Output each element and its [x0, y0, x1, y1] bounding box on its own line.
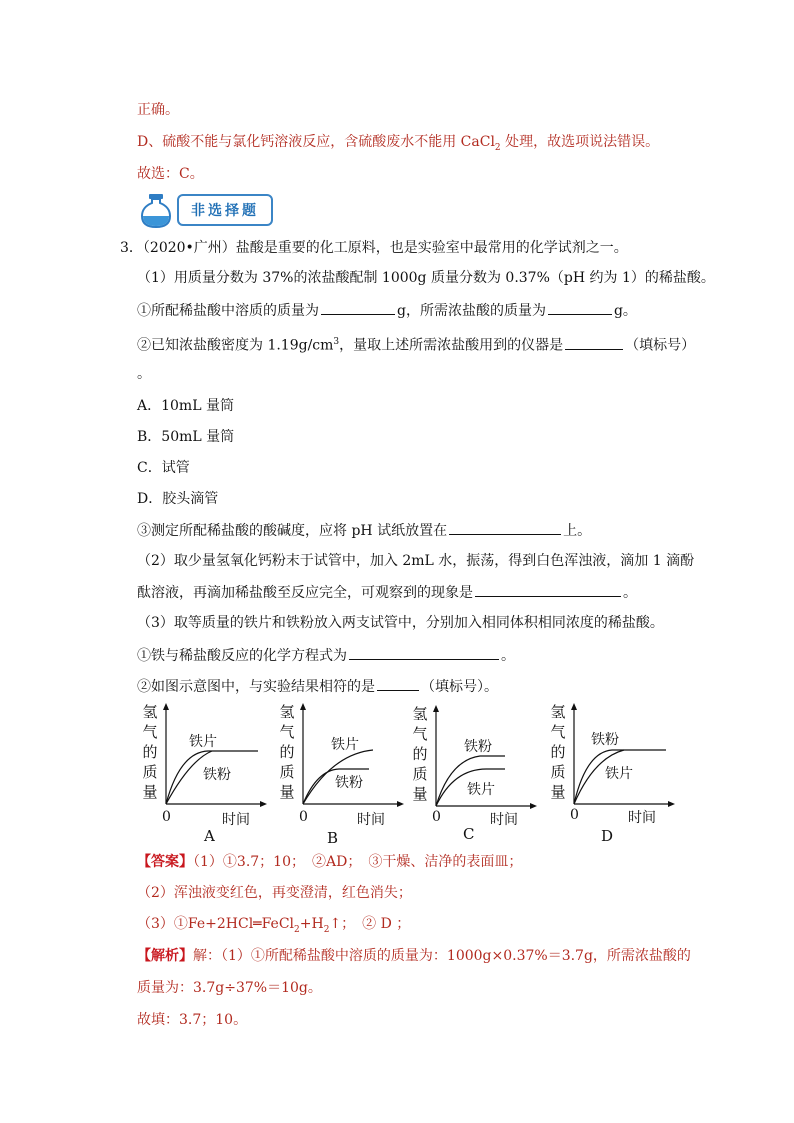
text-line: 正确。 [137, 102, 179, 118]
x-axis-label: 时间 [222, 812, 250, 828]
graph-d [548, 702, 698, 845]
text-line: （3）取等质量的铁片和铁粉放入两支试管中，分别加入相同体积相同浓度的稀盐酸。 [137, 615, 664, 631]
graph-c [410, 704, 560, 844]
curve-label: 铁片 [467, 782, 495, 798]
y-axis-label: 氢 气 的 质 量 [279, 703, 295, 801]
analysis-tag: 【解析】 [137, 948, 193, 964]
text-line: 。 [137, 366, 151, 382]
answer-blank[interactable] [321, 300, 395, 315]
answer-line: 【答案】（1）①3.7；10； ②AD； ③干燥、洁净的表面皿； [137, 854, 523, 870]
analysis-line: 【解析】解：（1）①所配稀盐酸中溶质的质量为：1000g×0.37%＝3.7g，所需浓盐酸的 [137, 948, 691, 964]
graph-letter: A [204, 827, 215, 845]
x-axis-label: 时间 [357, 812, 385, 828]
section-badge [139, 190, 271, 228]
curve-label: 铁片 [605, 766, 633, 782]
text-line: （1）用质量分数为 37%的浓盐酸配制 1000g 质量分数为 0.37%（pH 约为 1）的稀盐酸。 [137, 270, 715, 286]
text-line: ②如图示意图中，与实验结果相符的是 （填标号）。 [137, 676, 498, 697]
x-axis-label: 时间 [628, 810, 656, 826]
answer-blank[interactable] [548, 300, 612, 315]
answer-tag: 【答案】 [137, 854, 193, 870]
y-axis-label: 氢 气 的 质 量 [142, 703, 158, 801]
text-line: ③测定所配稀盐酸的酸碱度，应将 pH 试纸放置在 上。 [137, 520, 591, 541]
option-c: C．试管 [137, 460, 190, 476]
graph-letter: C [463, 825, 475, 843]
text-line: （2）取少量氢氧化钙粉末于试管中，加入 2mL 水，振荡，得到白色浑浊液，滴加 1 滴酚 [137, 553, 695, 569]
analysis-line: 故填：3.7；10。 [137, 1012, 248, 1028]
y-axis-label: 氢 气 的 质 量 [550, 703, 566, 801]
curve-label: 铁粉 [203, 767, 231, 783]
flask-icon [139, 194, 173, 228]
x-axis-label: 时间 [490, 812, 518, 828]
origin-label: 0 [299, 809, 308, 825]
curve-label: 铁粉 [464, 739, 492, 755]
curve-label: 铁粉 [591, 732, 619, 748]
curve-label: 铁片 [331, 737, 359, 753]
y-axis-label: 氢 气 的 质 量 [412, 705, 428, 803]
graph-b [277, 702, 427, 847]
origin-label: 0 [432, 809, 441, 825]
text-line: D、硫酸不能与氯化钙溶液反应，含硫酸废水不能用 CaCl$_2$ 处理，故选项说法错误。 [137, 134, 660, 153]
text-line: ②已知浓盐酸密度为 $1.19g/cm^3$，量取上述所需浓盐酸用到的仪器是 （填标号） [137, 332, 695, 356]
answer-blank[interactable] [565, 335, 623, 350]
graph-letter: D [601, 827, 614, 845]
answer-line: $(3)①Fe+2HCl═FeCl_2+H_2↑$； ② D ； [137, 916, 411, 935]
text-line: ①所配稀盐酸中溶质的质量为 g，所需浓盐酸的质量为 g。 [137, 300, 637, 321]
graph-letter: B [327, 829, 339, 847]
option-b: B．50mL 量筒 [137, 429, 235, 445]
curve-label: 铁片 [189, 734, 217, 750]
origin-label: 0 [162, 809, 171, 825]
option-d: D．胶头滴管 [137, 491, 219, 507]
answer-blank[interactable] [349, 645, 499, 660]
text-line: 酞溶液，再滴加稀盐酸至反应完全，可观察到的现象是 。 [137, 582, 637, 603]
analysis-line: 质量为：3.7g÷37%＝10g。 [137, 980, 322, 996]
text-line: ①铁与稀盐酸反应的化学方程式为 。 [137, 645, 515, 666]
question-stem: 3．（2020•广州）盐酸是重要的化工原料，也是实验室中最常用的化学试剂之一。 [120, 240, 628, 256]
origin-label: 0 [570, 807, 579, 823]
badge-label: 非选择题 [177, 194, 273, 226]
curve-label: 铁粉 [335, 775, 363, 791]
answer-blank[interactable] [449, 520, 561, 535]
graph-a [140, 702, 290, 845]
text-line: 故选：C。 [137, 166, 204, 182]
answer-line: （2）浑浊液变红色，再变澄清，红色消失； [137, 885, 412, 901]
option-a: A．10mL 量筒 [137, 398, 234, 414]
answer-blank[interactable] [475, 582, 621, 597]
answer-blank[interactable] [377, 676, 419, 691]
